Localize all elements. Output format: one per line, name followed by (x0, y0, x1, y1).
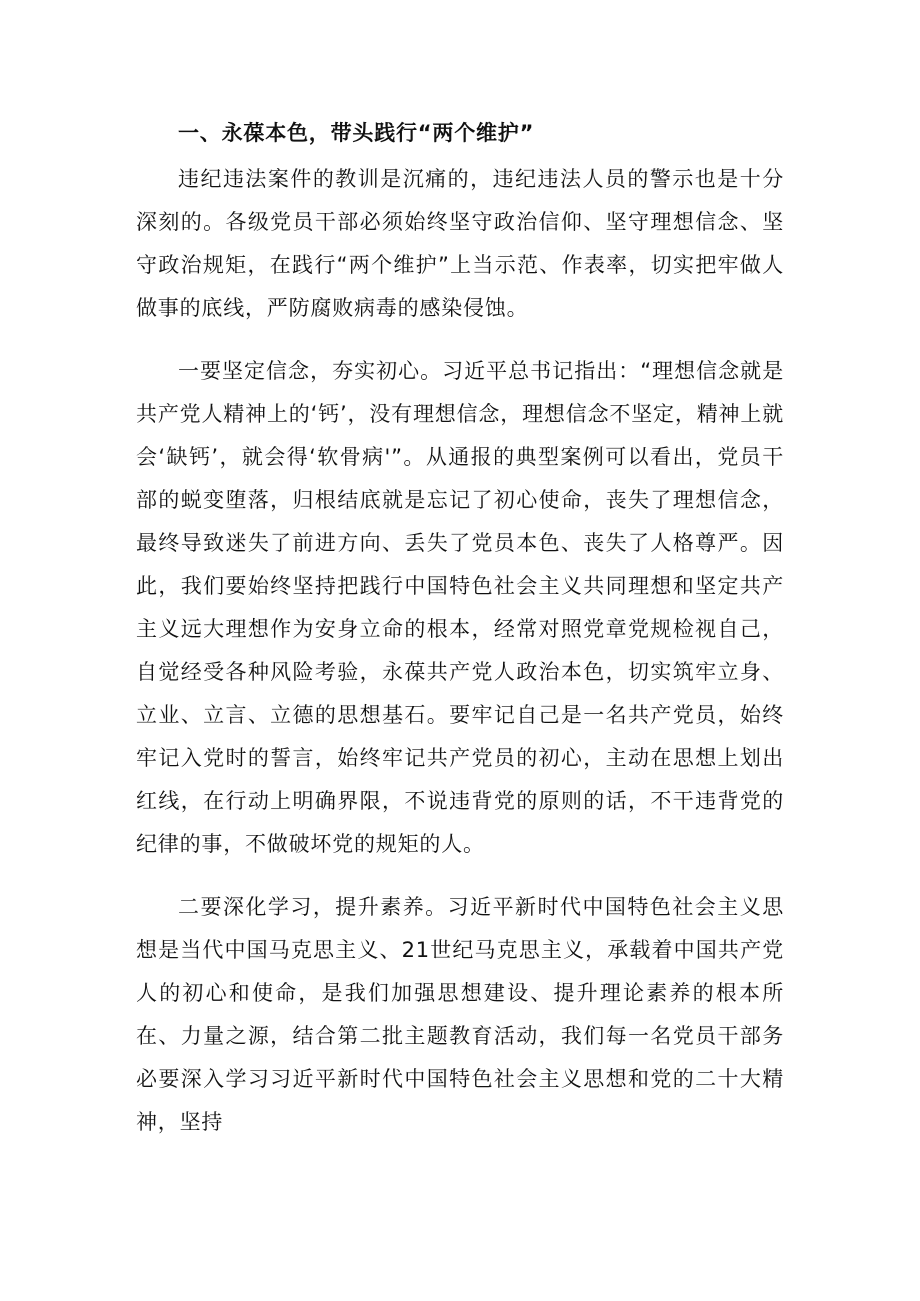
paragraph-intro: 违纪违法案件的教训是沉痛的，违纪违法人员的警示也是十分深刻的。各级党员干部必须始终坚守政治信仰、坚守理想信念、坚守政治规矩，在践行“两个维护”上当示范、作表率，切实把牢做人做事的底线，严防腐败病毒的感染侵蚀。 (136, 167, 784, 320)
paragraph-deepen-study: 二要深化学习，提升素养。习近平新时代中国特色社会主义思想是当代中国马克思主义、21世纪马克思主义，承载着中国共产党人的初心和使命，是我们加强思想建设、提升理论素养的根本所在、力量之源，结合第二批主题教育活动，我们每一名党员干部务必要深入学习习近平新时代中国特色社会主义思想和党的二十大精神，坚持 (136, 895, 784, 1134)
section-heading: 一、永葆本色，带头践行“两个维护” (178, 121, 535, 145)
paragraph-firm-belief: 一要坚定信念，夯实初心。习近平总书记指出：“理想信念就是共产党人精神上的‘钙’，没有理想信念，理想信念不坚定，精神上就会‘缺钙’，就会得‘软骨病'”。从通报的典型案例可以看出，党员干部的蜕变堕落，归根结底就是忘记了初心使命，丧失了理想信念，最终导致迷失了前进方向、丢失了党员本色、丧失了人格尊严。因此，我们要始终坚持把践行中国特色社会主义共同理想和坚定共产主义远大理想作为安身立命的根本，经常对照党章党规检视自己，自觉经受各种风险考验，永葆共产党人政治本色，切实筑牢立身、立业、立言、立德的思想基石。要牢记自己是一名共产党员，始终牢记入党时的誓言，始终牢记共产党员的初心，主动在思想上划出红线，在行动上明确界限，不说违背党的原则的话，不干违背党的纪律的事，不做破坏党的规矩的人。 (136, 359, 784, 856)
document-body (136, 112, 784, 1164)
